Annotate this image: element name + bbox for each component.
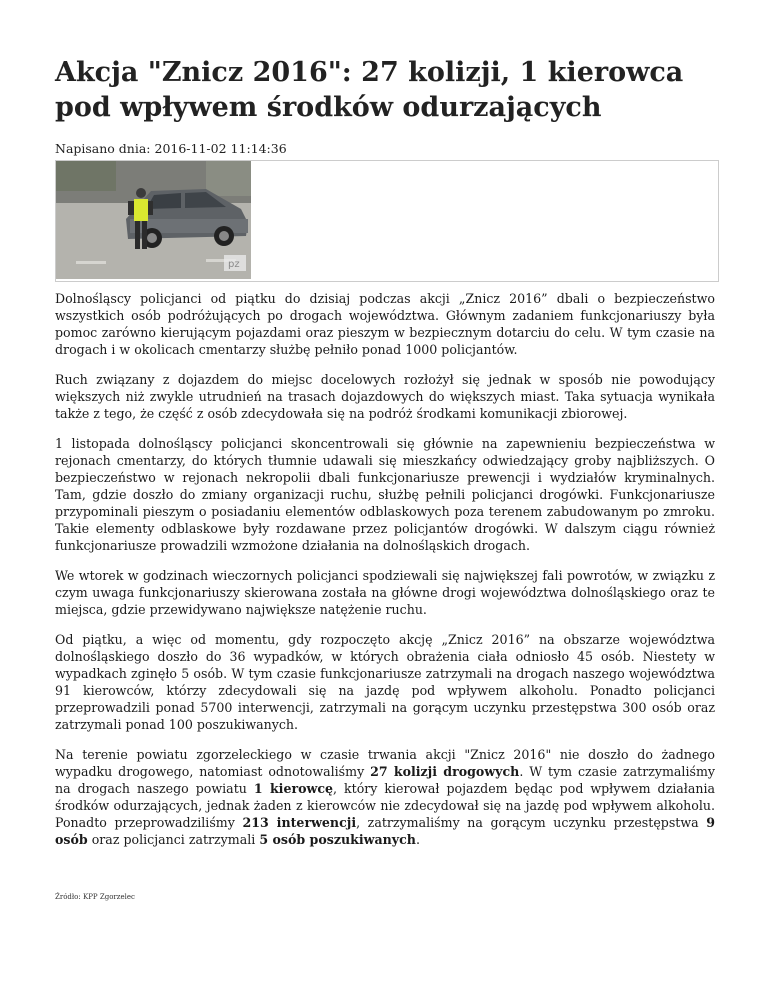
source-note: Źródło: KPP Zgorzelec <box>55 893 135 901</box>
paragraph: Dolnośląscy policjanci od piątku do dzisiaj podczas akcji „Znicz 2016” dbali o bezpieczeństwo wszystkich osób podróżujących po drogach województwa. Głównym zadaniem funkcjonariuszy była pomoc zarówno kierującym pojazdami oraz pieszym w bezpiecznym dotarciu do celu. W tym czasie na drogach i w okolicach cmentarzy służbę pełniło ponad 1000 policjantów. <box>55 291 715 357</box>
article-title: Akcja "Znicz 2016": 27 kolizji, 1 kierowca pod wpływem środków odurzających <box>55 57 684 123</box>
highlight-wanted: 5 osób poszukiwanych <box>259 832 416 847</box>
paragraph: Ruch związany z dojazdem do miejsc docelowych rozłożył się jednak w sposób nie powodujący większych niż zwykle utrudnień na trasach dojazdowych do większych miast. Taka sytuacja wynikała także z tego, że część z osób zdecydowała się na podróż środkami komunikacji zbiorowej. <box>55 372 715 421</box>
paragraph: Od piątku, a więc od momentu, gdy rozpoczęto akcję „Znicz 2016” na obszarze województwa dolnośląskiego doszło do 36 wypadków, w których obrażenia ciała odniosło 45 osób. Niestety w wypadkach zginęło 5 osób. W tym czasie funkcjonariusze zatrzymali na drogach naszego województwa 91 kierowców, którzy zdecydowali się na jazdę pod wpływem alkoholu. Ponadto policjanci przeprowadzili ponad 5700 interwencji, zatrzymali na gorącym uczynku przestępstwa 300 osób oraz zatrzymali ponad 100 poszukiwanych. <box>55 632 715 732</box>
publish-date: Napisano dnia: 2016-11-02 11:14:36 <box>55 141 287 156</box>
highlight-interventions: 213 interwencji <box>242 815 357 830</box>
paragraph-zgorzelec: Na terenie powiatu zgorzeleckiego w czasie trwania akcji "Znicz 2016" nie doszło do żadnego wypadku drogowego, natomiast odnotowaliśmy 27 kolizji drogowych. W tym czasie zatrzymaliśmy na drogach naszego powiatu 1 kierowcę, który kierował pojazdem będąc pod wpływem działania środków odurzających, jednak żaden z kierowców nie zdecydował się na jazdę pod wpływem alkoholu. Ponadto przeprowadziliśmy 213 interwencji, zatrzymaliśmy na gorącym uczynku przestępstwa 9 osób oraz policjanci zatrzymali 5 osób poszukiwanych. <box>55 747 716 847</box>
highlight-detained: 9 osób <box>55 815 715 847</box>
paragraph: 1 listopada dolnośląscy policjanci skoncentrowali się głównie na zapewnieniu bezpieczeństwa w rejonach cmentarzy, do których tłumnie udawali się mieszkańcy odwiedzający groby najbliższych. O bezpieczeństwo w rejonach nekropolii dbali funkcjonariusze prewencji i wydziałów kryminalnych. Tam, gdzie doszło do zmiany organizacji ruchu, służbę pełnili policjanci drogówki. Funkcjonariusze przypominali pieszym o posiadaniu elementów odblaskowych poza terenem zabudowanym po zmroku. Takie elementy odblaskowe były rozdawane przez policjantów drogówki. W dalszym ciągu również funkcjonariusze prowadzili wzmożone działania na dolnośląskich drogach. <box>55 436 715 553</box>
article-photo[interactable] <box>56 161 251 279</box>
highlight-driver: 1 kierowcę <box>253 781 334 796</box>
svg-text:pz: pz <box>228 259 240 270</box>
highlight-collisions: 27 kolizji drogowych <box>370 764 520 779</box>
paragraph: We wtorek w godzinach wieczornych policjanci spodziewali się największej fali powrotów, w związku z czym uwaga funkcjonariuszy skierowana została na główne drogi województwa dolnośląskiego oraz te miejsca, gdzie przewidywano największe natężenie ruchu. <box>55 568 715 617</box>
photo-frame <box>55 160 719 282</box>
article-body <box>55 290 715 861</box>
